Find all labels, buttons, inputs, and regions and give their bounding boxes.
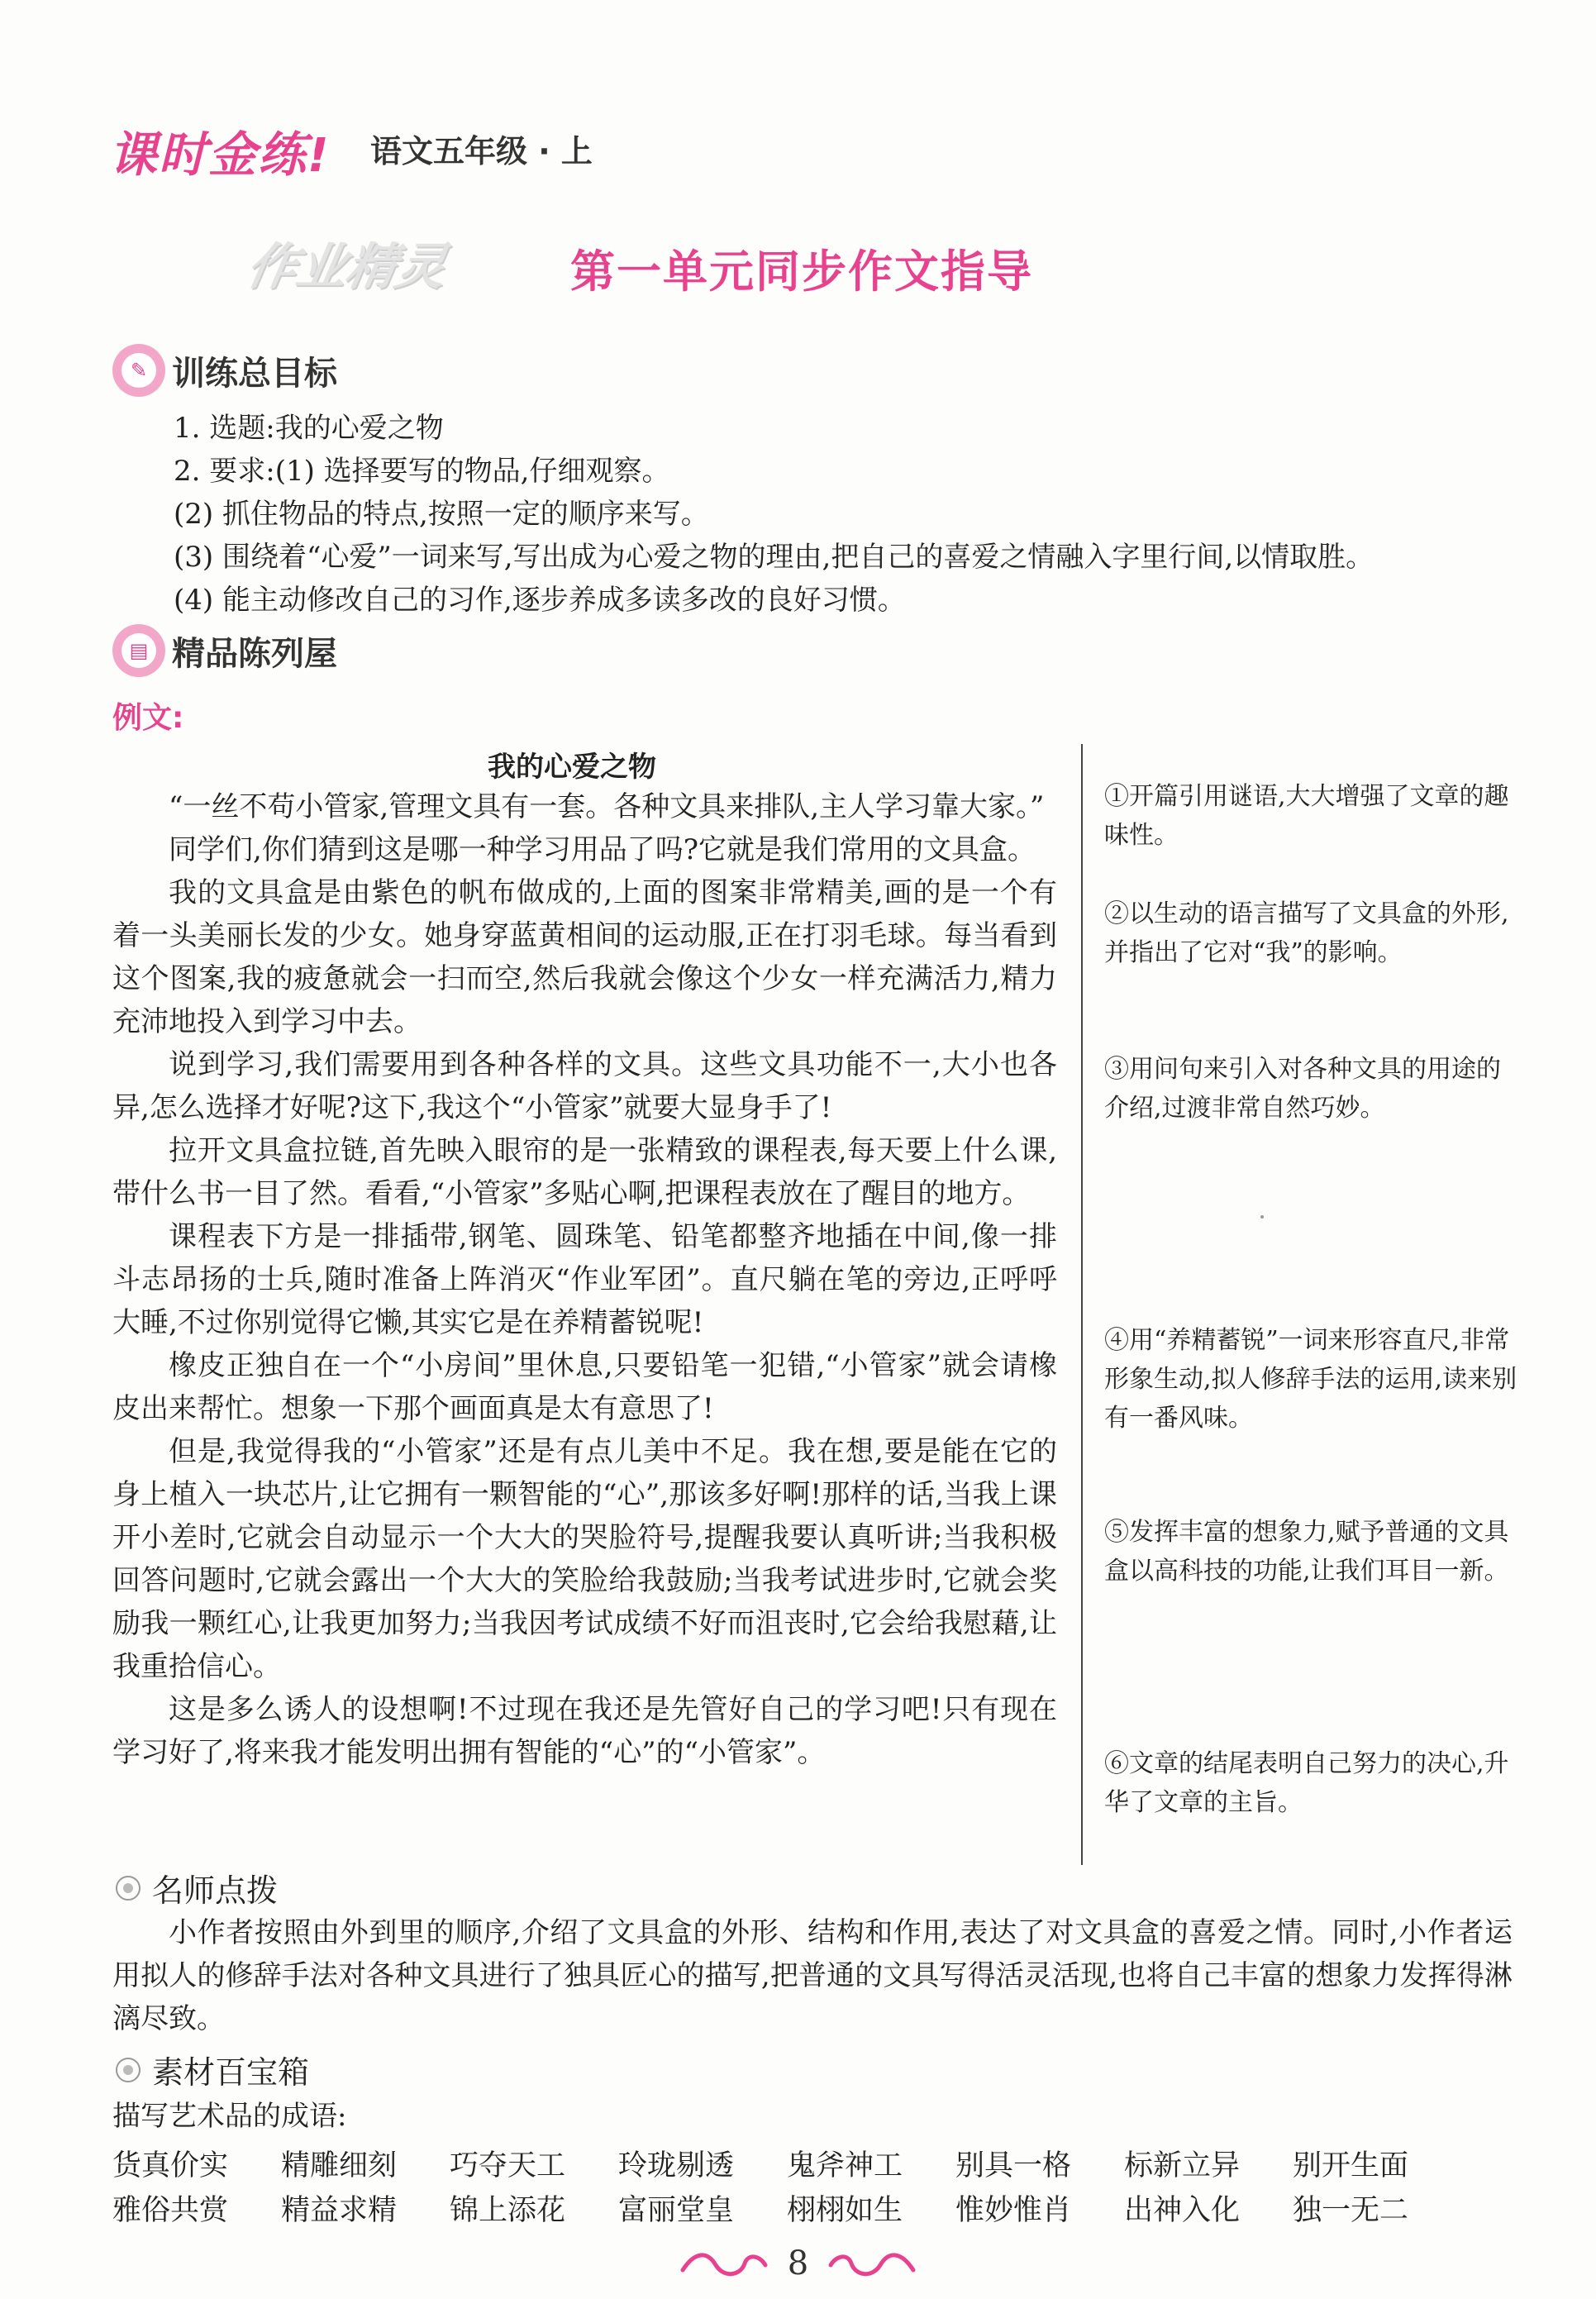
essay-paragraph: 橡皮正独自在一个“小房间”里休息,只要铅笔一犯错,“小管家”就会请橡皮出来帮忙。想象一下那个画面真是太有意思了! — [112, 1349, 1057, 1425]
teacher-comment-heading — [116, 1865, 278, 1910]
idiom: 别开生面 — [1293, 2149, 1409, 2182]
brand-name: 课时金练 — [109, 126, 308, 183]
annotation-3: ③用问句来引入对各种文具的用途的介绍,过渡非常自然巧妙。 — [1104, 1055, 1501, 1123]
idiom: 别具一格 — [955, 2149, 1072, 2182]
example-label: 例文: — [112, 701, 184, 735]
essay-paragraph: 我的文具盒是由紫色的帆布做成的,上面的图案非常精美,画的是一个有着一头美丽长发的少女。她身穿蓝黄相间的运动服,正在打羽毛球。每当看到这个图案,我的疲惫就会一扫而空,然后我就会像这个少女一样充满活力,精力充沛地投入到学习中去。 — [112, 876, 1057, 1038]
watermark-logo: 作业精灵 — [241, 238, 451, 296]
idiom: 精益求精 — [281, 2194, 398, 2227]
essay-paragraph: 这是多么诱人的设想啊!不过现在我还是先管好自己的学习吧!只有现在学习好了,将来我才能发明出拥有智能的“心”的“小管家”。 — [112, 1693, 1057, 1769]
goal-item-5: (4) 能主动修改自己的习作,逐步养成多读多改的良好习惯。 — [174, 584, 906, 617]
annotation-6: ⑥文章的结尾表明自己努力的决心,升华了文章的主旨。 — [1104, 1749, 1509, 1817]
idiom: 鬼斧神工 — [787, 2149, 903, 2182]
goals-heading — [112, 344, 337, 397]
idiom: 独一无二 — [1293, 2194, 1409, 2227]
brand-mark: ! — [307, 129, 331, 183]
page-footer — [0, 2244, 1596, 2282]
materials-heading-text: 素材百宝箱 — [152, 2054, 310, 2091]
unit-title: 第一单元同步作文指导 — [570, 246, 1033, 298]
idiom: 惟妙惟肖 — [955, 2194, 1072, 2227]
idiom-row — [112, 2143, 1534, 2184]
teacher-comment-heading-text: 名师点拨 — [152, 1872, 279, 1909]
materials-heading — [116, 2047, 309, 2092]
page-number: 8 — [787, 2244, 809, 2282]
essay-body — [112, 785, 1057, 1774]
annotation-1: ①开篇引用谜语,大大增强了文章的趣味性。 — [1104, 782, 1509, 850]
target-icon: ✎ — [112, 344, 165, 397]
idiom-label: 描写艺术品的成语: — [112, 2100, 347, 2133]
teacher-comment-body — [112, 1911, 1513, 2040]
idiom: 巧夺天工 — [450, 2149, 566, 2182]
idiom: 栩栩如生 — [787, 2194, 903, 2227]
idiom: 标新立异 — [1124, 2149, 1241, 2182]
idiom-row — [112, 2187, 1534, 2229]
essay-paragraph: 拉开文具盒拉链,首先映入眼帘的是一张精致的课程表,每天要上什么课,带什么书一目了然。看看,“小管家”多贴心啊,把课程表放在了醒目的地方。 — [112, 1134, 1057, 1210]
teacher-comment-text: 小作者按照由外到里的顺序,介绍了文具盒的外形、结构和作用,表达了对文具盒的喜爱之情。同时,小作者运用拟人的修辞手法对各种文具进行了独具匠心的描写,把普通的文具写得活灵活现,也将自己丰富的想象力发挥得淋漓尽致。 — [112, 1916, 1513, 2035]
annotation-5: ⑤发挥丰富的想象力,赋予普通的文具盒以高科技的功能,让我们耳目一新。 — [1104, 1518, 1509, 1586]
idiom: 锦上添花 — [450, 2194, 566, 2227]
essay-paragraph: 说到学习,我们需要用到各种各样的文具。这些文具功能不一,大小也各异,怎么选择才好呢?这下,我这个“小管家”就要大显身手了! — [112, 1048, 1057, 1124]
swirl-right-icon — [827, 2247, 917, 2280]
column-divider — [1081, 744, 1083, 1865]
annotation-2: ②以生动的语言描写了文具盒的外形,并指出了它对“我”的影响。 — [1104, 899, 1509, 967]
bullet-circle-icon — [116, 1876, 141, 1901]
annotation-4: ④用“养精蓄锐”一词来形容直尺,非常形象生动,拟人修辞手法的运用,读来别有一番风味。 — [1104, 1326, 1517, 1433]
bullet-circle-icon — [116, 2058, 141, 2082]
idiom: 富丽堂皇 — [618, 2194, 735, 2227]
idiom: 雅俗共赏 — [112, 2194, 229, 2227]
showcase-heading — [112, 624, 337, 677]
subject-label: 语文五年级 · 上 — [370, 133, 593, 169]
goal-item-4: (3) 围绕着“心爱”一词来写,写出成为心爱之物的理由,把自己的喜爱之情融入字里行间,以情取胜。 — [174, 541, 1374, 574]
goal-item-2: 2. 要求:(1) 选择要写的物品,仔细观察。 — [174, 455, 670, 488]
essay-paragraph: 但是,我觉得我的“小管家”还是有点儿美中不足。我在想,要是能在它的身上植入一块芯片,让它拥有一颗智能的“心”,那该多好啊!那样的话,当我上课开小差时,它就会自动显示一个大大的哭脸符号,提醒我要认真听讲;当我积极回答问题时,它就会露出一个大大的笑脸给我鼓励;当我考试进步时,它就会奖励我一颗红心,让我更加努力;当我因考试成绩不好而沮丧时,它会给我慰藉,让我重拾信心。 — [112, 1435, 1057, 1683]
idiom: 精雕细刻 — [281, 2149, 398, 2182]
showcase-heading-text: 精品陈列屋 — [172, 634, 337, 673]
brand-logo — [109, 116, 331, 185]
divider-dot — [1260, 1215, 1264, 1219]
essay-paragraph: “一丝不苟小管家,管理文具有一套。各种文具来排队,主人学习靠大家。” — [169, 790, 1045, 823]
idiom: 货真价实 — [112, 2149, 229, 2182]
book-icon: ▤ — [112, 624, 165, 677]
essay-paragraph: 同学们,你们猜到这是哪一种学习用品了吗?它就是我们常用的文具盒。 — [169, 833, 1036, 866]
swirl-left-icon — [679, 2247, 769, 2280]
idiom: 出神入化 — [1124, 2194, 1241, 2227]
goal-item-3: (2) 抓住物品的特点,按照一定的顺序来写。 — [174, 498, 709, 531]
essay-paragraph: 课程表下方是一排插带,钢笔、圆珠笔、铅笔都整齐地插在中间,像一排斗志昂扬的士兵,随时准备上阵消灭“作业军团”。直尺躺在笔的旁边,正呼呼大睡,不过你别觉得它懒,其实它是在养精蓄锐呢! — [112, 1220, 1057, 1339]
idiom: 玲珑剔透 — [618, 2149, 735, 2182]
goals-heading-text: 训练总目标 — [172, 354, 337, 393]
goal-item-1: 1. 选题:我的心爱之物 — [174, 412, 444, 445]
essay-title: 我的心爱之物 — [488, 751, 656, 784]
